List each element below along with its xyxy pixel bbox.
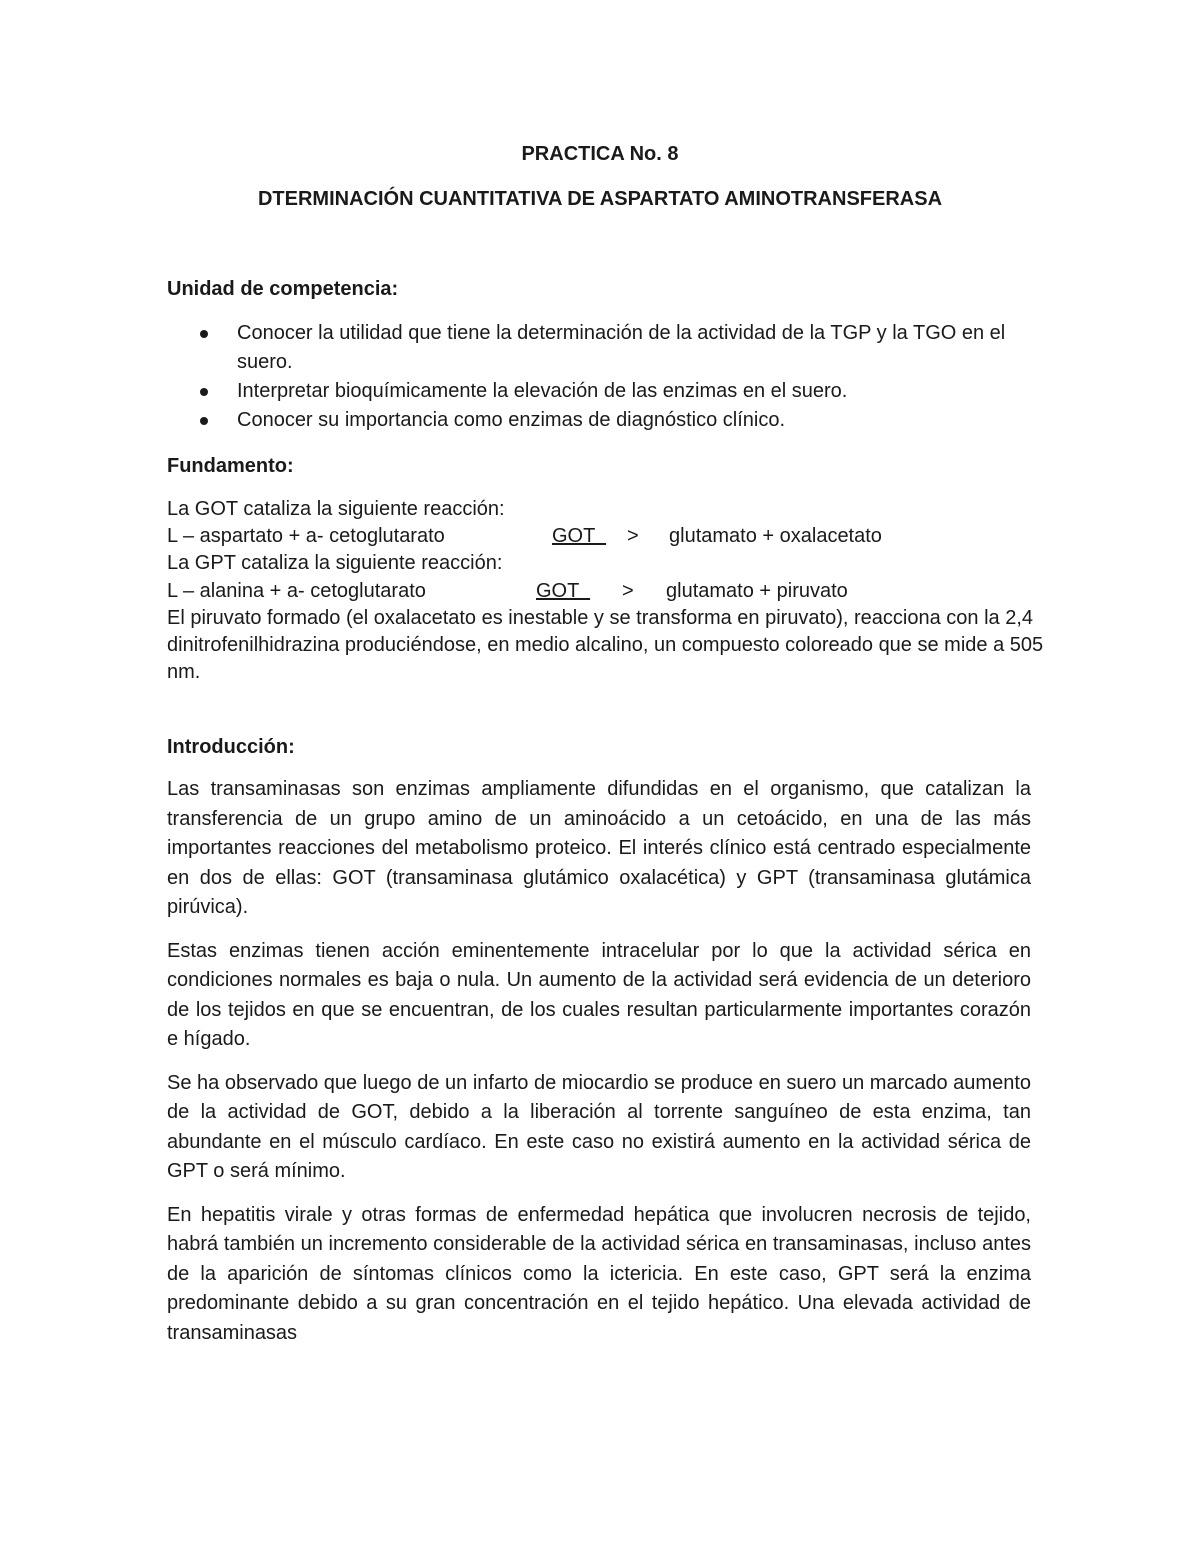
list-item — [167, 377, 1047, 406]
reaction-arrow: > — [622, 579, 634, 602]
bullet-icon — [200, 330, 208, 338]
fundamento-heading: Fundamento: — [167, 455, 294, 477]
fundamento-paragraph: El piruvato formado (el oxalacetato es inestable y se transforma en piruvato), reacciona con la 2,4 dinitrofenilhidrazina produciéndose, en medio alcalino, un compuesto coloreado que se mide a 505 nm. — [167, 606, 1044, 684]
document-title: PRACTICA No. 8 — [521, 143, 679, 165]
introduccion-heading: Introducción: — [167, 736, 295, 758]
bullet-icon — [200, 388, 208, 396]
reaction-products: glutamato + piruvato — [666, 579, 848, 602]
intro-paragraph: Estas enzimas tienen acción eminentemente intracelular por lo que la actividad sérica en condiciones normales es baja o nula. Un aumento de la actividad será evidencia de un deterioro de los tejidos en que se encuentran, de los cuales resultan particularmente importantes corazón e hígado. — [167, 939, 1031, 1050]
reaction-got — [167, 523, 1047, 550]
list-item-text: Conocer la utilidad que tiene la determinación de la actividad de la TGP y la TGO en el suero. — [237, 322, 1006, 373]
reaction-enzyme: GOT — [552, 525, 607, 548]
got-intro: La GOT cataliza la siguiente reacción: — [167, 498, 505, 520]
fundamento-section — [167, 496, 1047, 686]
reaction-arrow: > — [627, 525, 639, 548]
list-item — [167, 406, 1047, 435]
reaction-gpt — [167, 578, 1047, 605]
document-subtitle: DTERMINACIÓN CUANTITATIVA DE ASPARTATO AMINOTRANSFERASA — [257, 188, 943, 210]
bullet-icon — [200, 417, 208, 425]
intro-paragraph: Se ha observado que luego de un infarto de miocardio se produce en suero un marcado aumento de la actividad de GOT, debido a la liberación al torrente sanguíneo de esta enzima, tan abundante en el músculo cardíaco. En este caso no existirá aumento en la actividad sérica de GPT o será mínimo. — [167, 1071, 1031, 1182]
intro-paragraph: En hepatitis virale y otras formas de enfermedad hepática que involucren necrosis de tejido, habrá también un incremento considerable de la actividad sérica en transaminasas, incluso antes de la aparición de síntomas clínicos como la ictericia. En este caso, GPT será la enzima predominante debido a su gran concentración en el tejido hepático. Una elevada actividad de transaminasas — [167, 1203, 1031, 1344]
competencia-heading: Unidad de competencia: — [167, 278, 399, 300]
reaction-enzyme: GOT — [536, 579, 591, 602]
reaction-substrates: L – aspartato + a- cetoglutarato — [167, 525, 445, 548]
reaction-products: glutamato + oxalacetato — [669, 525, 882, 548]
reaction-substrates: L – alanina + a- cetoglutarato — [167, 579, 426, 602]
competencia-list — [167, 319, 1047, 435]
list-item-text: Conocer su importancia como enzimas de diagnóstico clínico. — [237, 409, 786, 431]
list-item-text: Interpretar bioquímicamente la elevación de las enzimas en el suero. — [237, 380, 848, 402]
gpt-intro: La GPT cataliza la siguiente reacción: — [167, 552, 503, 575]
list-item — [167, 319, 1047, 377]
introduccion-section — [167, 775, 1031, 1362]
intro-paragraph: Las transaminasas son enzimas ampliamente difundidas en el organismo, que catalizan la transferencia de un grupo amino de un aminoácido a un cetoácido, en una de las más importantes reacciones del metabolismo proteico. El interés clínico está centrado especialmente en dos de ellas: GOT (transaminasa glutámico oxalacética) y GPT (transaminasa glutámica pirúvica). — [167, 778, 1031, 918]
